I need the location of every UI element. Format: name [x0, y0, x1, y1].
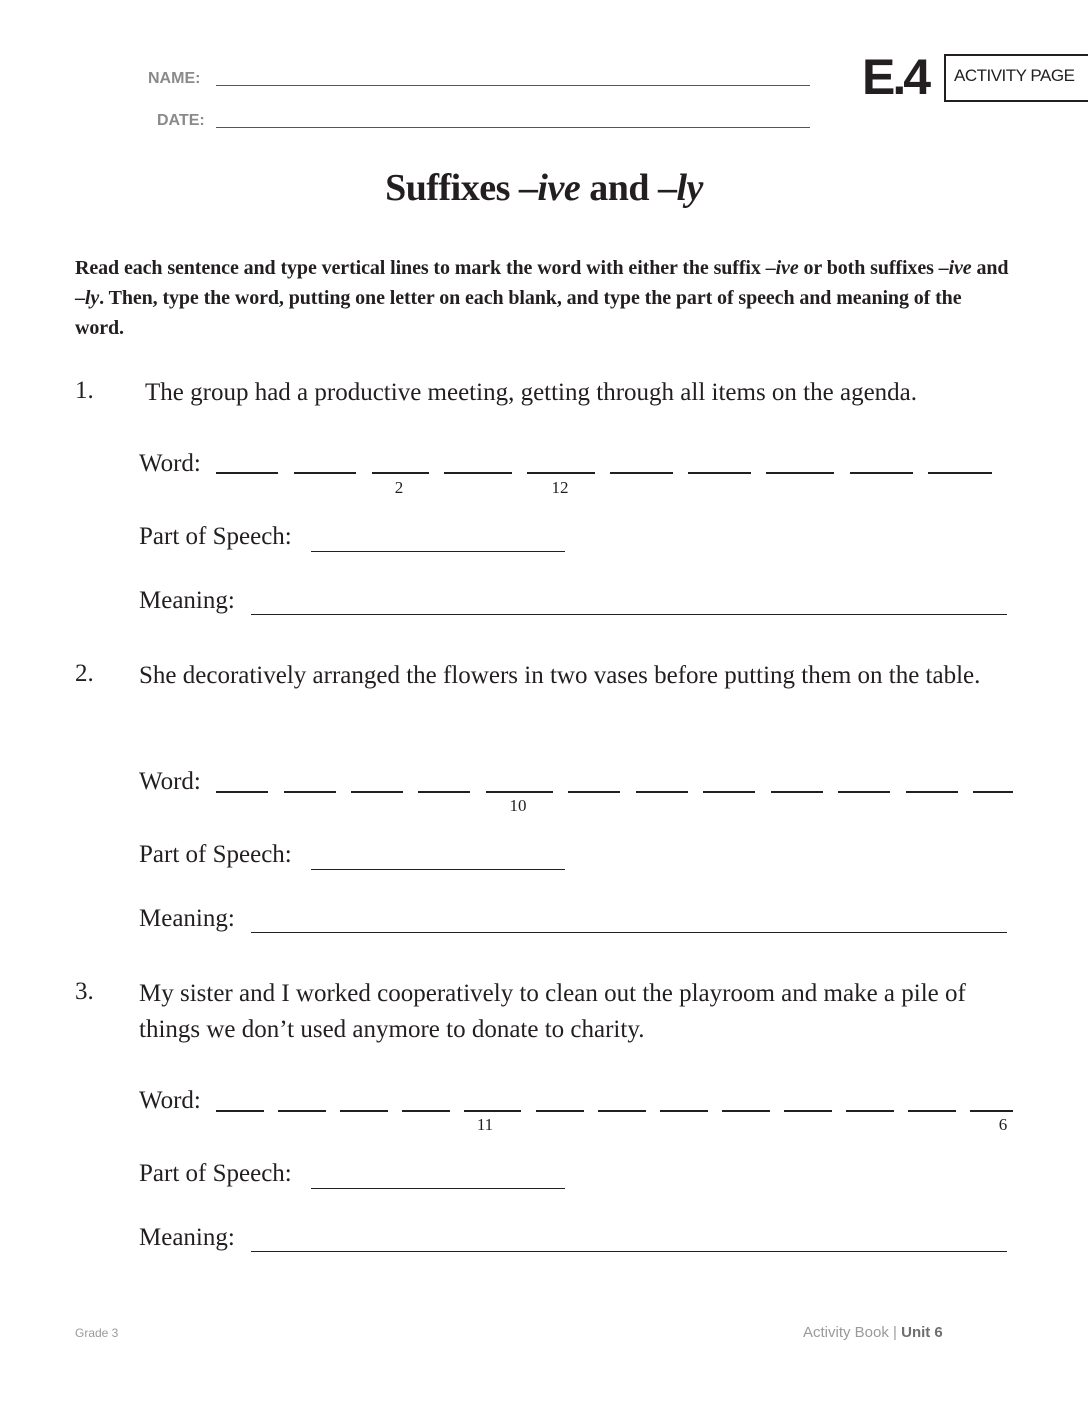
- letter-blank[interactable]: [838, 791, 890, 793]
- footer-grade: Grade 3: [75, 1326, 119, 1340]
- word-label: Word:: [139, 450, 201, 477]
- name-label: NAME:: [148, 70, 201, 87]
- question-sentence: She decoratively arranged the flowers in two vases before putting them on the table.: [139, 662, 981, 689]
- meaning-label: Meaning:: [139, 1224, 235, 1251]
- question-sentence: My sister and I worked cooperatively to clean out the playroom and make a pile of things we don’t used anymore to donate to charity.: [139, 980, 966, 1043]
- letter-blank[interactable]: [372, 472, 429, 474]
- letter-blank[interactable]: [568, 791, 620, 793]
- part-of-speech-field[interactable]: [311, 1188, 565, 1189]
- letter-blank[interactable]: [402, 1110, 450, 1112]
- letter-blank[interactable]: [928, 472, 992, 474]
- letter-blank[interactable]: [536, 1110, 584, 1112]
- letter-blank[interactable]: [846, 1110, 894, 1112]
- letter-blank[interactable]: [216, 1110, 264, 1112]
- letter-blank[interactable]: [973, 791, 1013, 793]
- letter-blank[interactable]: [722, 1110, 770, 1112]
- date-label: DATE:: [157, 112, 205, 129]
- letter-blank[interactable]: [418, 791, 470, 793]
- question-sentence: The group had a productive meeting, getting through all items on the agenda.: [145, 379, 918, 406]
- letter-blank[interactable]: [486, 791, 553, 793]
- letter-blank[interactable]: [766, 472, 834, 474]
- letter-blank[interactable]: [906, 791, 958, 793]
- blank-number: 10: [509, 796, 527, 815]
- letter-blank[interactable]: [703, 791, 755, 793]
- letter-blank[interactable]: [784, 1110, 832, 1112]
- letter-blank[interactable]: [610, 472, 673, 474]
- blank-number: 6: [998, 1115, 1008, 1134]
- activity-code: E.4: [862, 49, 929, 105]
- meaning-field[interactable]: [251, 932, 1007, 933]
- letter-blank[interactable]: [636, 791, 688, 793]
- footer-book: Activity Book | Unit 6: [803, 1324, 943, 1341]
- letter-blank[interactable]: [284, 791, 336, 793]
- letter-blank[interactable]: [598, 1110, 646, 1112]
- letter-blank[interactable]: [216, 472, 278, 474]
- question-number: 1.: [75, 377, 94, 404]
- letter-blank[interactable]: [771, 791, 823, 793]
- meaning-field[interactable]: [251, 1251, 1007, 1252]
- name-field[interactable]: [216, 85, 810, 86]
- letter-blank[interactable]: [527, 472, 595, 474]
- meaning-field[interactable]: [251, 614, 1007, 615]
- instructions: Read each sentence and type vertical lines to mark the word with either the suffix –ive or both suffixes –ive and –ly. Then, type the word, putting one letter on each blank, and type the part of speech and meaning of the word.: [75, 257, 1009, 339]
- letter-blank[interactable]: [908, 1110, 956, 1112]
- letter-blank[interactable]: [688, 472, 751, 474]
- letter-blank[interactable]: [850, 472, 913, 474]
- letter-blank[interactable]: [351, 791, 403, 793]
- letter-blank[interactable]: [294, 472, 356, 474]
- blank-number: 2: [394, 478, 404, 497]
- letter-blank[interactable]: [278, 1110, 326, 1112]
- word-label: Word:: [139, 1087, 201, 1114]
- page-title: Suffixes –ive and –ly: [385, 167, 703, 209]
- date-field[interactable]: [216, 127, 810, 128]
- word-label: Word:: [139, 768, 201, 795]
- part-of-speech-field[interactable]: [311, 869, 565, 870]
- question-number: 3.: [75, 978, 94, 1005]
- letter-blank[interactable]: [216, 791, 268, 793]
- activity-page-label: ACTIVITY PAGE: [954, 66, 1075, 85]
- part-of-speech-label: Part of Speech:: [139, 1160, 292, 1187]
- meaning-label: Meaning:: [139, 905, 235, 932]
- question-number: 2.: [75, 660, 94, 687]
- part-of-speech-field[interactable]: [311, 551, 565, 552]
- letter-blank[interactable]: [340, 1110, 388, 1112]
- blank-number: 11: [476, 1115, 494, 1134]
- letter-blank[interactable]: [464, 1110, 521, 1112]
- letter-blank[interactable]: [444, 472, 512, 474]
- letter-blank[interactable]: [970, 1110, 1013, 1112]
- part-of-speech-label: Part of Speech:: [139, 841, 292, 868]
- letter-blank[interactable]: [660, 1110, 708, 1112]
- meaning-label: Meaning:: [139, 587, 235, 614]
- blank-number: 12: [551, 478, 569, 497]
- part-of-speech-label: Part of Speech:: [139, 523, 292, 550]
